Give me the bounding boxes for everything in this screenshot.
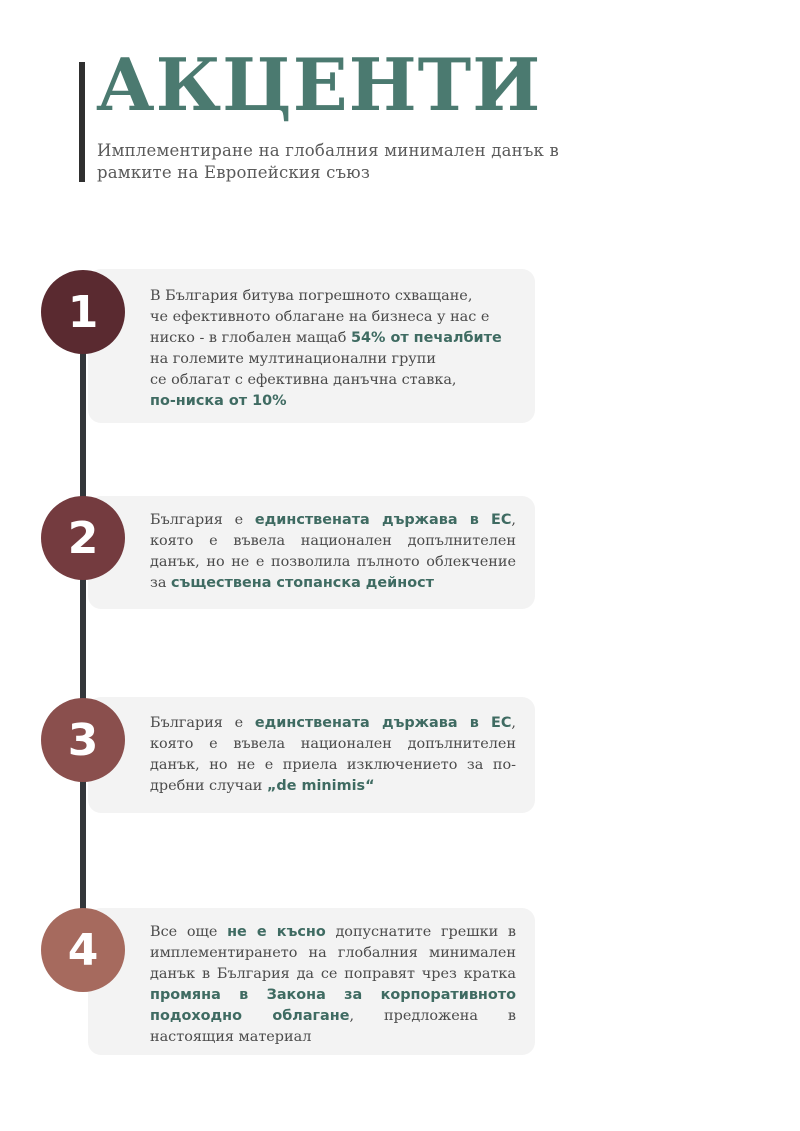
highlight-card-1 (88, 269, 535, 423)
step-number: 4 (67, 924, 99, 976)
emphasis-text: 54% от печалбите (350, 330, 502, 346)
step-number: 3 (67, 714, 99, 766)
step-badge-2 (41, 496, 125, 580)
text-segment: че ефективното облагане на бизнеса у нас е (150, 309, 490, 325)
emphasis-text: „de minimis“ (266, 778, 375, 794)
highlight-text-1 (150, 286, 516, 412)
step-badge-1 (41, 270, 125, 354)
page-subtitle: Имплементиране на глобалния минимален данък в рамките на Европейския съюз (97, 141, 559, 182)
highlight-card-2 (88, 496, 535, 609)
text-segment: , която е въвела национален допълнителен данък, но не е позволила пълното облекчение за (150, 512, 516, 591)
text-segment: Все още (150, 924, 228, 940)
step-badge-4 (41, 908, 125, 992)
highlight-card-3 (88, 697, 535, 813)
text-segment: , предложена в настоящия материал (150, 1008, 516, 1045)
highlight-text-2 (150, 510, 516, 594)
highlight-text-3 (150, 713, 516, 797)
header-accent-bar (79, 62, 85, 182)
page-title: АКЦЕНТИ (96, 42, 542, 127)
emphasis-text: единствената държава в ЕС (254, 715, 512, 731)
text-segment: В България битува погрешното схващане, (150, 288, 473, 304)
highlight-card-4 (88, 908, 535, 1055)
step-badge-3 (41, 698, 125, 782)
text-segment: България е (150, 512, 255, 528)
step-number: 2 (67, 512, 99, 564)
text-segment: , която е въвела национален допълнителен данък, но не е приела изключението за по-дребни случаи (150, 715, 516, 794)
emphasis-text: единствената държава в ЕС (254, 512, 512, 528)
highlight-text-4 (150, 922, 516, 1048)
emphasis-text: не е късно (227, 924, 326, 940)
text-segment: се облагат с ефективна данъчна ставка, (150, 372, 457, 388)
timeline-line (80, 300, 86, 950)
text-segment: България е (150, 715, 255, 731)
emphasis-text: промяна в Закона за корпоративното подоходно облагане (150, 987, 516, 1024)
text-segment: ниско - в глобален мащаб (150, 330, 351, 346)
emphasis-text: по-ниска от 10% (150, 393, 287, 409)
emphasis-text: съществена стопанска дейност (171, 575, 434, 591)
step-number: 1 (67, 286, 99, 338)
text-segment: на големите мултинационални групи (150, 351, 436, 367)
text-segment: допуснатите грешки в имплементирането на глобалния минимален данък в България да се поправят чрез кратка (150, 924, 516, 982)
